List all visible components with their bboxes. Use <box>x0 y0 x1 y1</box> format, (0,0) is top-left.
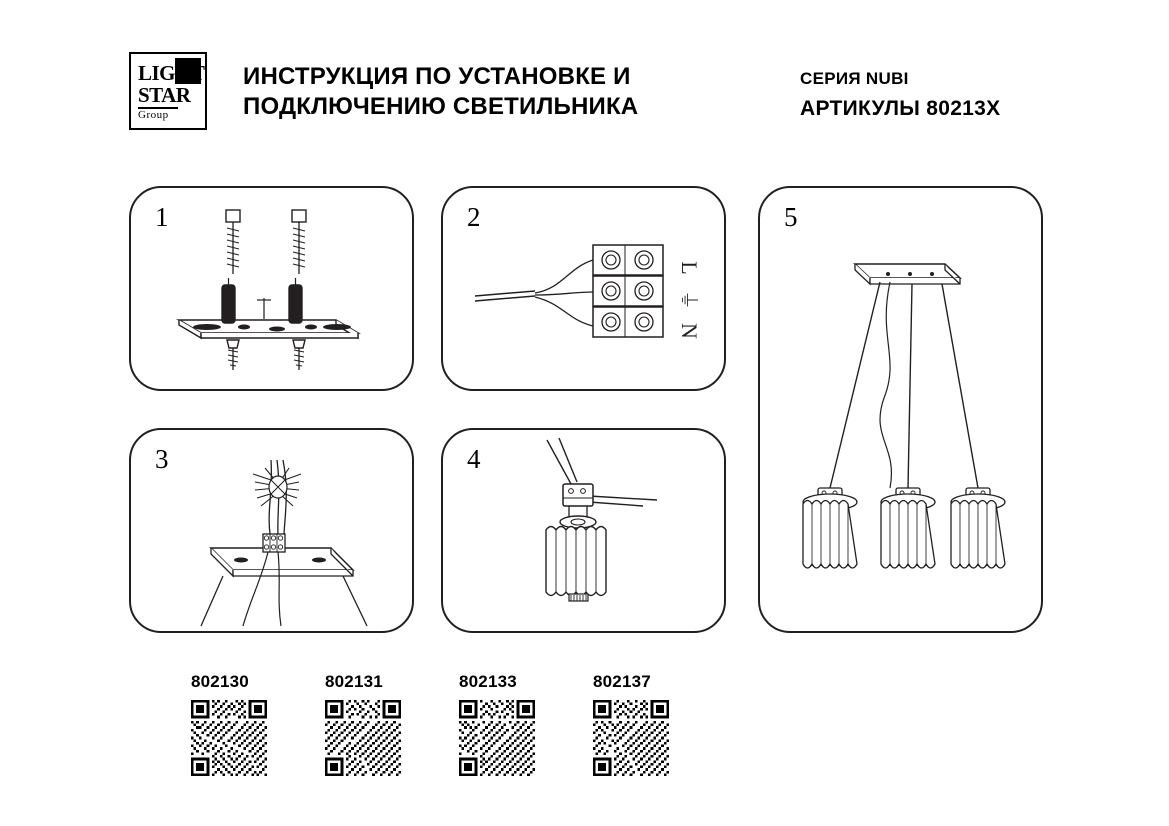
logo-line-1: LIGHT <box>138 61 205 85</box>
series-article-block <box>800 66 1120 124</box>
logo-line-3: Group <box>138 109 169 121</box>
qr-item[interactable] <box>459 672 599 776</box>
step-1-number: 1 <box>155 202 169 232</box>
step-2-diagram <box>443 188 728 393</box>
qr-label: 802131 <box>325 672 383 691</box>
qr-code-icon <box>325 700 401 776</box>
qr-item[interactable] <box>593 672 733 776</box>
logo-line-2: STAR <box>138 83 191 107</box>
qr-item[interactable] <box>325 672 465 776</box>
terminal-label-l: L <box>677 261 702 275</box>
step-5-number: 5 <box>784 202 798 232</box>
qr-label: 802133 <box>459 672 517 691</box>
step-3-number: 3 <box>155 444 169 474</box>
qr-code-row <box>129 672 729 792</box>
terminal-label-n: N <box>677 323 702 339</box>
qr-code-icon <box>593 700 669 776</box>
terminal-label-ground: ⏚ <box>677 290 699 310</box>
step-2-number: 2 <box>467 202 481 232</box>
step-5-panel <box>758 186 1043 633</box>
step-1-panel <box>129 186 414 391</box>
series-label: СЕРИЯ NUBI <box>800 69 909 88</box>
step-3-panel <box>129 428 414 633</box>
step-1-diagram <box>131 188 416 393</box>
lightstar-logo <box>129 52 207 130</box>
qr-code-icon <box>459 700 535 776</box>
qr-item[interactable] <box>191 672 331 776</box>
step-5-diagram <box>760 188 1045 635</box>
qr-label: 802137 <box>593 672 651 691</box>
page-title: ИНСТРУКЦИЯ ПО УСТАНОВКЕ И ПОДКЛЮЧЕНИЮ СВЕТИЛЬНИКА <box>243 63 639 120</box>
step-4-panel <box>441 428 726 633</box>
step-2-panel <box>441 186 726 391</box>
document-header <box>0 0 1169 160</box>
step-4-diagram <box>443 430 728 635</box>
qr-code-icon <box>191 700 267 776</box>
article-label: АРТИКУЛЫ 80213X <box>800 97 1001 120</box>
step-4-number: 4 <box>467 444 481 474</box>
qr-label: 802130 <box>191 672 249 691</box>
step-3-diagram <box>131 430 416 635</box>
